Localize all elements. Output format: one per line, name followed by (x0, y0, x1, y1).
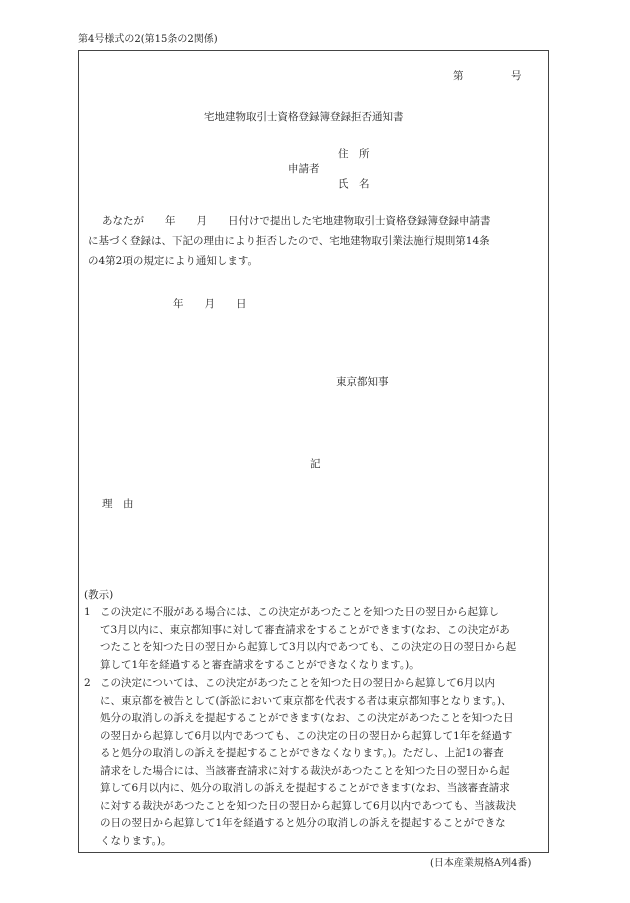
notice-line: 請求をした場合には、当該審査請求に対する裁決があつたことを知つた日の翌日から起 (100, 764, 510, 777)
notice-item-number: 1 (84, 606, 91, 618)
document-title: 宅地建物取引士資格登録簿登録拒否通知書 (204, 111, 404, 123)
notice-line: に、東京都を被告として(訴訟において東京都を代表する者は東京都知事となります。)、 (100, 694, 512, 707)
issuer: 東京都知事 (336, 376, 389, 388)
applicant-address-label: 住 所 (338, 148, 370, 160)
applicant-label: 申請者 (288, 163, 320, 175)
notice-line: 算して6月以内に、処分の取消しの訴えを提起することができます(なお、当該審査請求 (100, 782, 510, 794)
body-line: あなたが 年 月 日付けで提出した宅地建物取引士資格登録簿登録申請書 (102, 215, 491, 227)
notice-item (84, 675, 544, 850)
body-line: の4第2項の規定により通知します。 (88, 255, 259, 267)
notice-line: 処分の取消しの訴えを提起することができます(なお、この決定があつたことを知つた日 (100, 712, 514, 724)
notice-item-number: 2 (84, 677, 91, 689)
notice-line: に対する裁決があつたことを知つた日の翌日から起算して6月以内であつても、当該裁決 (100, 799, 517, 812)
issue-date: 年 月 日 (173, 298, 247, 310)
notice-line: の翌日から起算して6月以内であつても、この決定の日の翌日から起算して1年を経過す (100, 729, 513, 742)
paper-standard: (日本産業規格A列4番) (430, 858, 532, 869)
applicant-name-label: 氏 名 (338, 178, 370, 190)
notice-item (84, 604, 544, 674)
notice-line: て3月以内に、東京都知事に対して審査請求をすることができます(なお、この決定があ (100, 623, 510, 636)
notice-line: この決定に不服がある場合には、この決定があつたことを知つた日の翌日から起算し (100, 606, 499, 618)
notice-line: つたことを知つた日の翌日から起算して3月以内であつても、この決定の日の翌日から起 (100, 641, 517, 653)
document-number-label: 第 (453, 70, 464, 82)
document-number-suffix: 号 (511, 70, 522, 82)
notice-line: の日の翌日から起算して1年を経過すると処分の取消しの訴えを提起することができな (100, 817, 506, 829)
notice-line: くなります。)。 (100, 834, 172, 847)
form-number: 第4号様式の2(第15条の2関係) (78, 34, 218, 45)
notification-body (88, 211, 538, 271)
notice-line: この決定については、この決定があつたことを知つた日の翌日から起算して6月以内 (100, 677, 495, 689)
notice-line: 算して1年を経過すると審査請求をすることができなくなります。)。 (100, 658, 420, 671)
notice-heading: (教示) (84, 589, 114, 601)
ki-heading: 記 (310, 458, 321, 470)
reason-label: 理 由 (102, 498, 134, 510)
body-line: に基づく登録は、下記の理由により拒否したので、宅地建物取引業法施行規則第14条 (88, 235, 490, 247)
notice-line: ると処分の取消しの訴えを提起することができなくなります。)。ただし、上記1の審査 (100, 747, 504, 759)
